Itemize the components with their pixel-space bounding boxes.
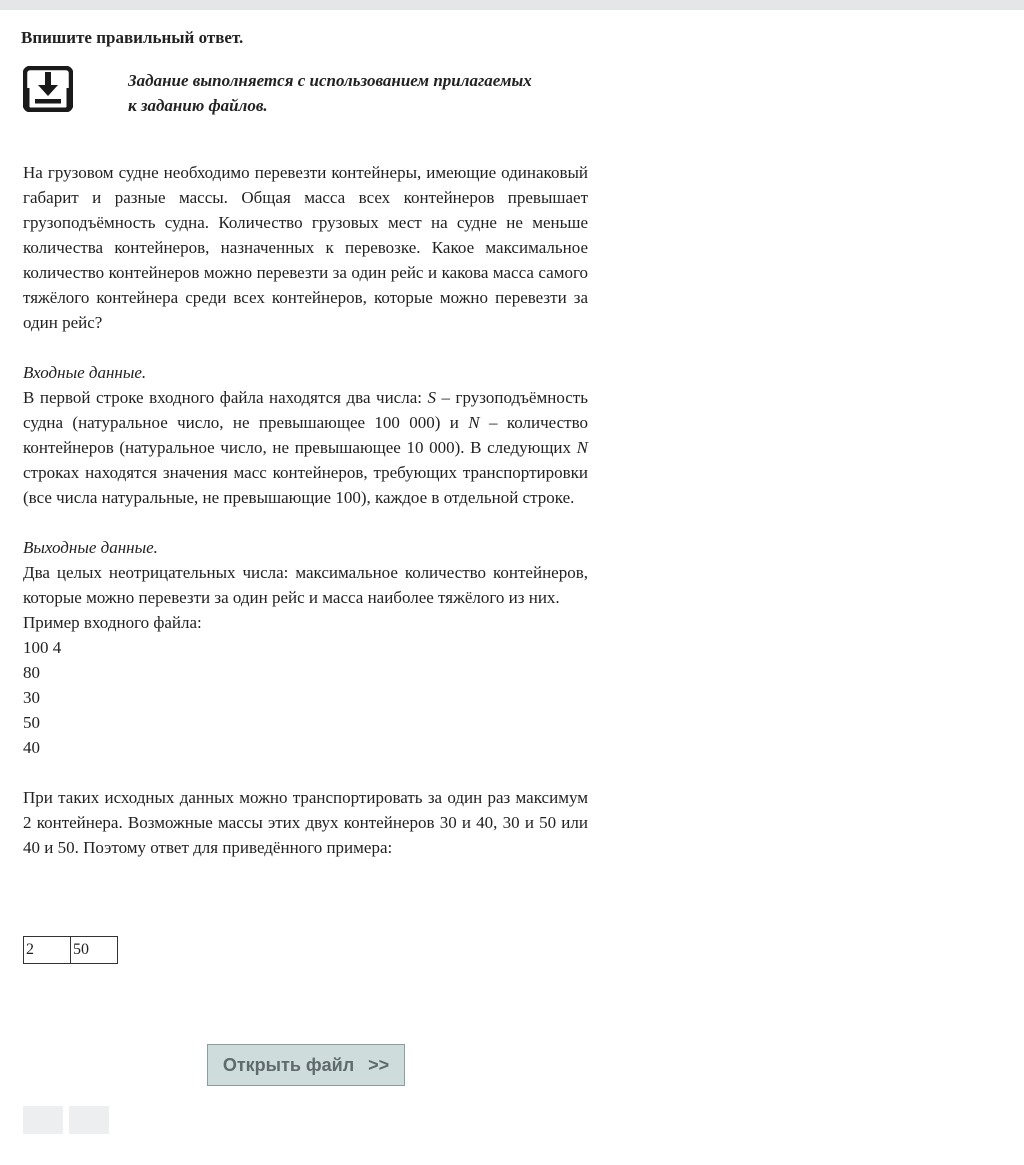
- input-text-part: строках находятся значения масс контейнеров, требующих транспортировки (все числа натуральные, не превышающие 100), каждое в отдельной строке.: [23, 463, 588, 507]
- open-file-button[interactable]: [207, 1044, 405, 1086]
- top-bar: [0, 0, 1024, 10]
- example-explanation: При таких исходных данных можно транспортировать за один раз максимум 2 контейнера. Возможные массы этих двух контейнеров 30 и 40, 30 и 50 или 40 и 50. Поэтому ответ для приведённого примера:: [23, 788, 588, 857]
- variable-s: S: [427, 388, 436, 407]
- answer-table: [23, 936, 118, 964]
- example-line: 50: [23, 713, 40, 732]
- answer-cell: 2: [24, 937, 71, 964]
- file-note-line: к заданию файлов.: [128, 96, 268, 115]
- open-file-button-label: Открыть файл: [222, 1054, 355, 1075]
- input-text-part: В первой строке входного файла находятся два числа:: [23, 388, 428, 407]
- example-line: 100 4: [23, 638, 62, 657]
- input-section-title: Входные данные.: [23, 363, 147, 382]
- example-line: 30: [23, 688, 40, 707]
- task-intro: На грузовом судне необходимо перевезти контейнеры, имеющие одинаковый габарит и разные массы. Общая масса всех контейнеров превышает грузоподъёмность судна. Количество грузовых мест на судне не меньше количества контейнеров, назначенных к перевозке. Какое максимальное количество контейнеров можно перевезти за один рейс и какова масса самого тяжёлого контейнера среди всех контейнеров, которые можно перевезти за один рейс?: [23, 163, 588, 332]
- answer-cell: 50: [71, 937, 118, 964]
- instruction-heading: Впишите правильный ответ.: [21, 28, 244, 47]
- output-section-title: Выходные данные.: [23, 538, 158, 557]
- task-body: [23, 160, 588, 860]
- input-text-part: – грузоподъёмность судна (натуральное число, не превышающее 100 000) и: [23, 388, 588, 432]
- file-note: [128, 68, 588, 118]
- output-description: Два целых неотрицательных числа: максимальное количество контейнеров, которые можно перевезти за один рейс и масса наиболее тяжёлого из них.: [23, 563, 588, 607]
- example-line: 40: [23, 738, 40, 757]
- file-note-line: Задание выполняется с использованием прилагаемых: [128, 71, 532, 90]
- open-file-arrow: >>: [368, 1054, 390, 1075]
- input-description: [23, 385, 588, 510]
- input-text-part: – количество контейнеров (натуральное число, не превышающее 10 000). В следующих: [23, 413, 588, 457]
- variable-n: N: [468, 413, 480, 432]
- example-line: 80: [23, 663, 40, 682]
- nav-button[interactable]: [69, 1106, 109, 1134]
- example-label: Пример входного файла:: [23, 613, 202, 632]
- nav-button[interactable]: [23, 1106, 63, 1134]
- variable-n: N: [576, 438, 588, 457]
- download-icon[interactable]: [23, 66, 73, 112]
